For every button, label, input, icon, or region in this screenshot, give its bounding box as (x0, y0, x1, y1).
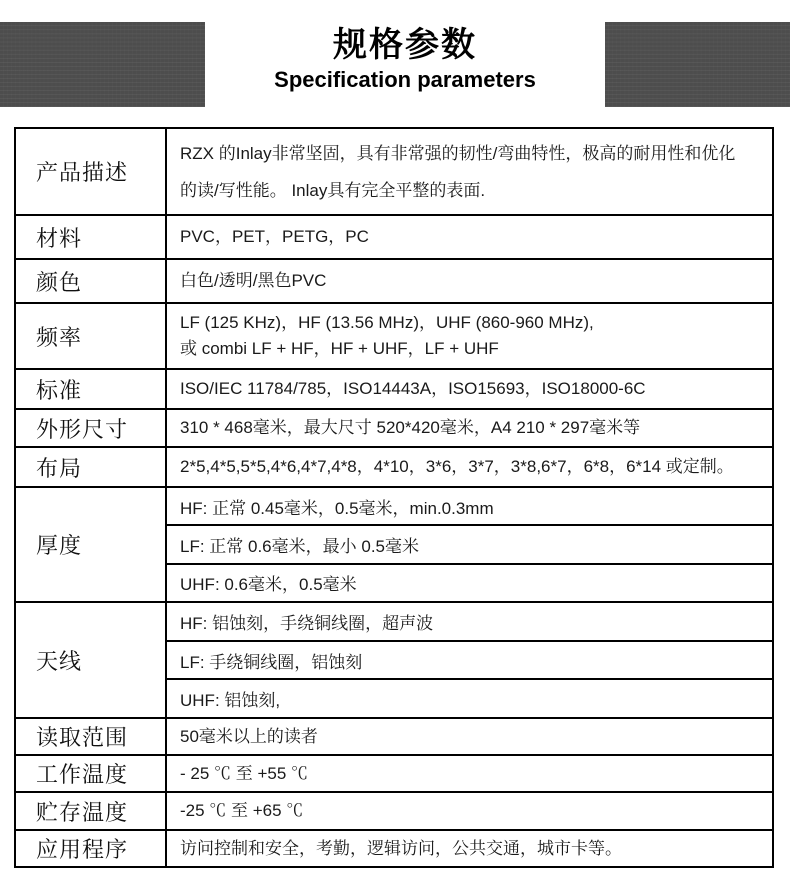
table-row-standard (16, 368, 772, 408)
sub-row: LF: 手绕铜线圈，铝蚀刻 (167, 640, 772, 679)
row-content (167, 260, 772, 302)
page-header (0, 0, 790, 120)
sub-row: UHF: 铝蚀刻, (167, 678, 772, 717)
content-line: RZX 的Inlay非常坚固，具有非常强的韧性/弯曲特性，极高的耐用性和优化 (180, 143, 736, 163)
row-content (167, 129, 772, 214)
row-content (167, 216, 772, 258)
content-line: - 25 ℃ 至 +55 ℃ (180, 763, 309, 783)
content-line: 310 * 468毫米，最大尺寸 520*420毫米，A4 210 * 297毫米等 (180, 418, 641, 437)
row-content (167, 831, 772, 866)
table-row-color (16, 258, 772, 302)
row-content (167, 793, 772, 829)
row-label: 标准 (16, 370, 167, 408)
row-label: 颜色 (16, 260, 167, 302)
content-line: 白色/透明/黑色PVC (180, 271, 327, 290)
content-line: PVC，PET，PETG，PC (180, 227, 369, 246)
row-label: 材料 (16, 216, 167, 258)
specification-table (14, 127, 774, 868)
row-content (167, 756, 772, 791)
row-content (167, 410, 772, 446)
row-content (167, 603, 772, 717)
row-label: 布局 (16, 448, 167, 486)
table-row-working-temperature (16, 754, 772, 791)
content-line: LF (125 KHz)，HF (13.56 MHz)，UHF (860-960 MHz), (180, 313, 594, 332)
halftone-dots-right-icon (605, 22, 790, 107)
content-line: 2*5,4*5,5*5,4*6,4*7,4*8，4*10，3*6，3*7，3*8,6*7，6*8，6*14 或定制。 (180, 457, 734, 476)
sub-row: HF: 铝蚀刻，手绕铜线圈，超声波 (180, 613, 434, 633)
row-label: 厚度 (16, 488, 167, 601)
halftone-dots-left-icon (0, 22, 205, 107)
table-row-applications (16, 829, 772, 866)
table-row-material (16, 214, 772, 258)
row-content (167, 719, 772, 754)
content-line: 访问控制和安全，考勤，逻辑访问，公共交通，城市卡等。 (180, 838, 622, 858)
table-row-product-description (16, 129, 772, 214)
table-row-dimensions (16, 408, 772, 446)
content-line: 50毫米以上的读者 (180, 726, 318, 746)
row-content (167, 488, 772, 601)
row-label: 工作温度 (16, 756, 167, 791)
page-title: 规格参数 (333, 26, 477, 64)
content-line: 的读/写性能。 Inlay具有完全平整的表面. (180, 180, 486, 200)
row-label: 外形尺寸 (16, 410, 167, 446)
table-row-frequency (16, 302, 772, 368)
table-row-read-range (16, 717, 772, 754)
content-line: 或 combi LF + HF，HF + UHF，LF + UHF (180, 339, 499, 358)
sub-row: HF: 正常 0.45毫米，0.5毫米，min.0.3mm (180, 498, 494, 518)
row-label: 读取范围 (16, 719, 167, 754)
table-row-storage-temperature (16, 791, 772, 829)
row-label: 产品描述 (16, 129, 167, 214)
row-content (167, 448, 772, 486)
sub-row: UHF: 0.6毫米，0.5毫米 (167, 563, 772, 601)
table-row-antenna (16, 601, 772, 717)
table-row-layout (16, 446, 772, 486)
title-block (205, 26, 605, 93)
row-label: 应用程序 (16, 831, 167, 866)
sub-row: LF: 正常 0.6毫米，最小 0.5毫米 (167, 524, 772, 562)
row-label: 频率 (16, 304, 167, 368)
row-label: 贮存温度 (16, 793, 167, 829)
content-line: -25 ℃ 至 +65 ℃ (180, 801, 304, 820)
row-label: 天线 (16, 603, 167, 717)
content-line: ISO/IEC 11784/785，ISO14443A，ISO15693，ISO18000-6C (180, 379, 646, 398)
page-subtitle: Specification parameters (274, 67, 536, 92)
row-content (167, 370, 772, 408)
table-row-thickness (16, 486, 772, 601)
row-content (167, 304, 772, 368)
